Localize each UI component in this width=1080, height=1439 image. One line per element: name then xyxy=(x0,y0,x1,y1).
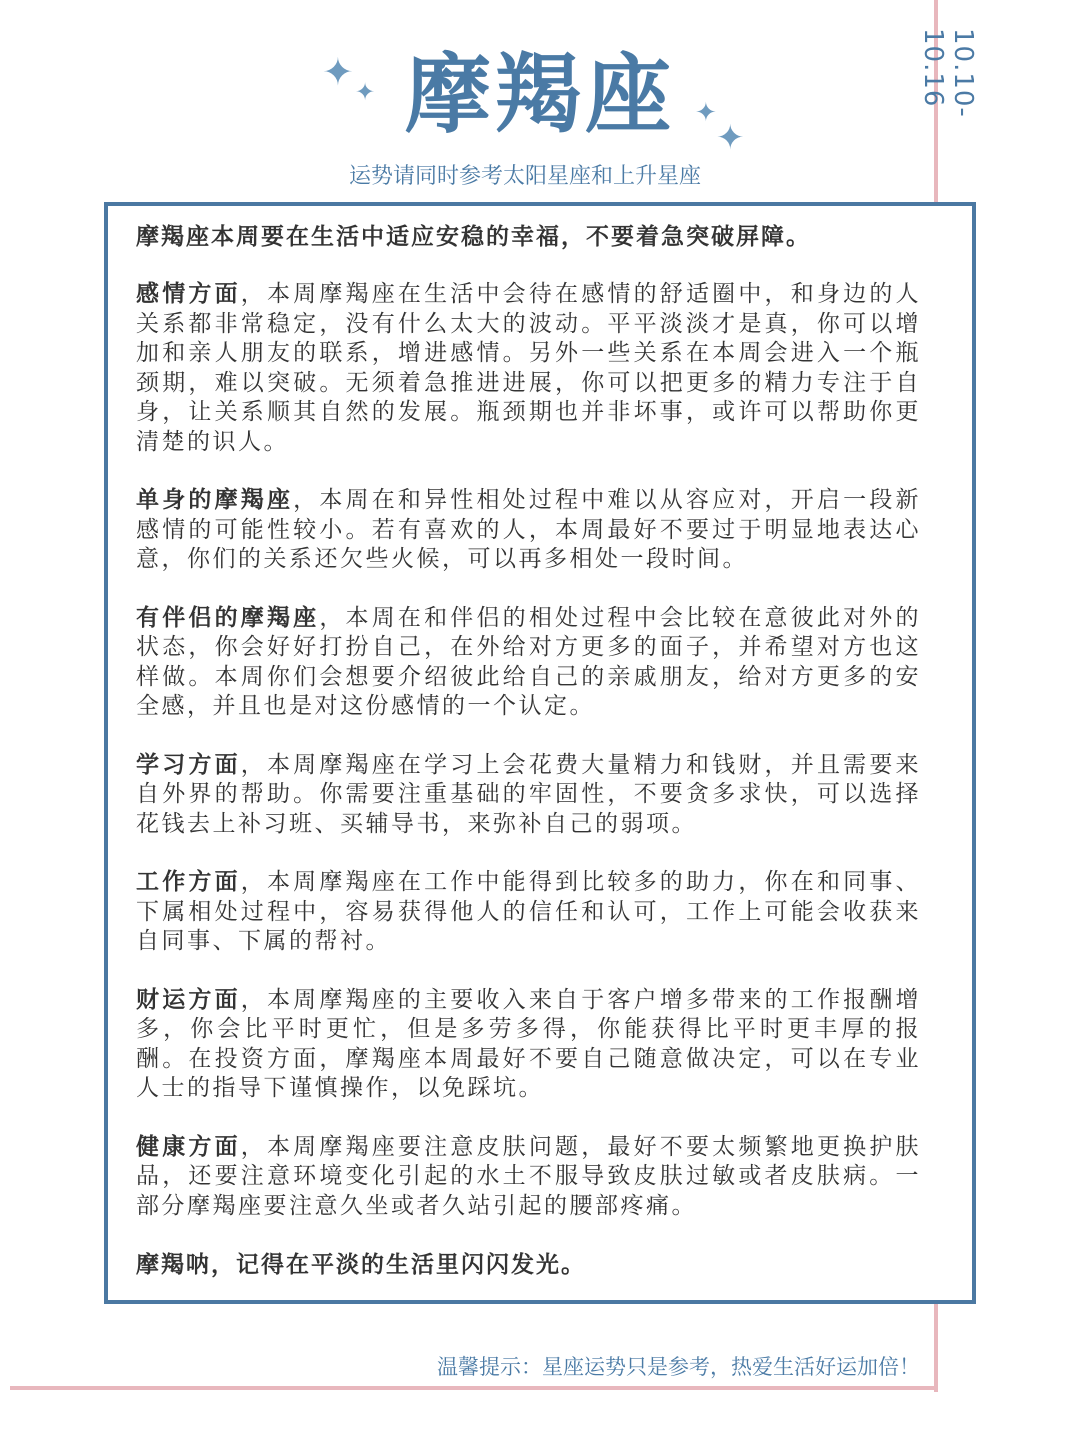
date-range: 10.10-10.16 xyxy=(918,28,978,118)
sparkle-icon: ✦ xyxy=(695,98,717,128)
sparkle-icon: ✦ xyxy=(355,78,376,106)
card-content xyxy=(136,222,921,1280)
section-paragraph xyxy=(136,280,921,457)
section-text: ，本周摩羯座在学习上会花费大量精力和钱财，并且需要来自外界的帮助。你需要注重基础的牢固性，不要贪多求快，可以选择花钱去上补习班、买辅导书，来弥补自己的弱项。 xyxy=(136,751,922,837)
section-text: ，本周摩羯座在工作中能得到比较多的助力，你在和同事、下属相处过程中，容易获得他人的信任和认可，工作上可能会收获来自同事、下属的帮衬。 xyxy=(136,869,922,954)
sparkle-icon: ✦ xyxy=(322,50,354,94)
section-paragraph xyxy=(136,486,921,575)
section-text: ，本周在和异性相处过程中难以从容应对，开启一段新感情的可能性较小。若有喜欢的人，本周最好不要过于明显地表达心意，你们的关系还欠些火候，可以再多相处一段时间。 xyxy=(136,487,922,572)
section-paragraph xyxy=(136,868,921,957)
card-closing: 摩羯呐，记得在平淡的生活里闪闪发光。 xyxy=(136,1252,586,1278)
section-paragraph xyxy=(136,604,921,722)
section-paragraph xyxy=(136,751,921,840)
section-paragraph xyxy=(136,986,921,1104)
section-label: 工作方面 xyxy=(136,869,241,895)
horoscope-card xyxy=(104,202,976,1304)
footer-tip: 温馨提示：星座运势只是参考，热爱生活好运加倍！ xyxy=(437,1355,920,1379)
page-title: 摩羯座 xyxy=(405,45,675,145)
card-headline: 摩羯座本周要在生活中适应安稳的幸福，不要着急突破屏障。 xyxy=(136,224,811,250)
section-paragraph xyxy=(136,1133,921,1222)
section-label: 感情方面 xyxy=(136,281,241,307)
section-label: 财运方面 xyxy=(136,986,241,1013)
section-text: ，本周在和伴侣的相处过程中会比较在意彼此对外的状态，你会好好打扮自己，在外给对方更多的面子，并希望对方也这样做。本周你们会想要介绍彼此给自己的亲戚朋友，给对方更多的安全感，并且也是对这份感情的一个认定。 xyxy=(136,604,922,719)
page-subtitle: 运势请同时参考太阳星座和上升星座 xyxy=(348,164,701,189)
section-label: 学习方面 xyxy=(136,751,241,778)
section-label: 健康方面 xyxy=(136,1133,241,1160)
sparkle-icon: ✦ xyxy=(716,118,745,158)
section-text: ，本周摩羯座在生活中会待在感情的舒适圈中，和身边的人关系都非常稳定，没有什么太大的波动。平平淡淡才是真，你可以增加和亲人朋友的联系，增进感情。另外一些关系在本周会进入一个瓶颈期，难以突破。无须着急推进进展，你可以把更多的精力专注于自身，让关系顺其自然的发展。瓶颈期也并非坏事，或许可以帮助你更清楚的识人。 xyxy=(136,281,922,455)
section-label: 有伴侣的摩羯座 xyxy=(136,604,320,631)
section-text: ，本周摩羯座要注意皮肤问题，最好不要太频繁地更换护肤品，还要注意环境变化引起的水土不服导致皮肤过敏或者皮肤病。一部分摩羯座要注意久坐或者久站引起的腰部疼痛。 xyxy=(136,1133,922,1219)
section-label: 单身的摩羯座 xyxy=(136,487,294,513)
pink-horizontal-line xyxy=(10,1386,938,1390)
section-text: ，本周摩羯座的主要收入来自于客户增多带来的工作报酬增多，你会比平时更忙，但是多劳多得，你能获得比平时更丰厚的报酬。在投资方面，摩羯座本周最好不要自己随意做决定，可以在专业人士的指导下谨慎操作，以免踩坑。 xyxy=(136,986,922,1101)
